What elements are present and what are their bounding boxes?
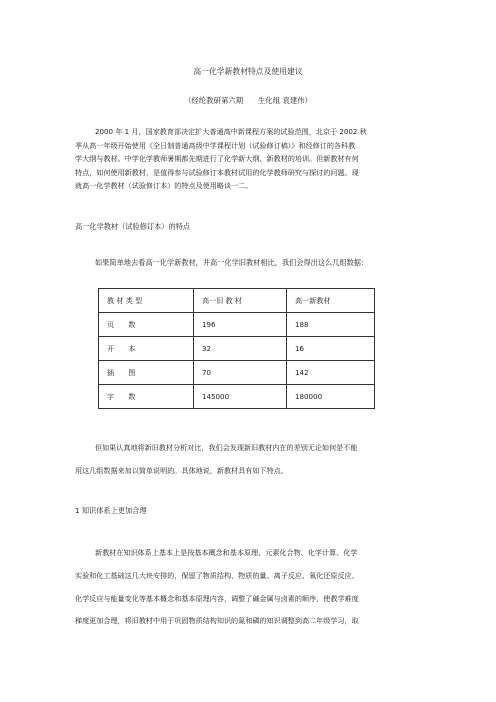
table-cell: 70: [194, 361, 287, 385]
intro-line: 季从高一年级开始使用《全日制普通高级中学课程计划（试验修订稿）》和经修订的各科教: [75, 140, 356, 150]
point1-paragraph: [75, 542, 433, 633]
after-table-paragraph: [75, 437, 433, 482]
section-heading: 高一化学教材（试验修订本）的特点: [75, 222, 191, 231]
document-subtitle: （经纶教研第六期 生化组 袁建伟）: [184, 96, 312, 105]
table-cell: 插 图: [99, 361, 194, 385]
paragraph-line: 实验和化工基础这几大块安排的，保留了物质结构、物质的量、离子反应、氧化还原反应、: [75, 570, 359, 580]
header-cell: 教 材 类 型: [99, 289, 194, 313]
table-cell: 页 数: [99, 313, 194, 337]
table-cell: 16: [287, 337, 375, 361]
paragraph-line: 但如果认真地将新旧教材分析对比，我们会发现新旧教材内在的差别无论如何是不能: [95, 443, 358, 452]
table-cell: 32: [194, 337, 287, 361]
compare-sentence: 如果简单地去看高一化学新教材，并高一化学旧教材相比，我们会得出这么几组数据：: [95, 258, 369, 267]
intro-line: 特点，如何使用新教材，是值得参与试验修订本教材试用的化学教师研究与探讨的问题。现: [75, 167, 359, 177]
table-cell: 180000: [287, 385, 375, 409]
table-cell: 188: [287, 313, 375, 337]
table-row: [99, 385, 375, 409]
paragraph-line: 化学反应与能量变化等基本概念和基本原理内容，调整了碱金属与卤素的顺序，使教学难度: [75, 593, 359, 603]
point1-heading: 1 知识体系上更加合理: [75, 506, 147, 515]
table-cell: 开 本: [99, 337, 194, 361]
table-cell: 142: [287, 361, 375, 385]
table-cell: 字 数: [99, 385, 194, 409]
table-row: [99, 313, 375, 337]
table-cell: 196: [194, 313, 287, 337]
table-row: [99, 361, 375, 385]
paragraph-line: 用这几组数据来加以简单说明的。具体地说，新教材具有如下特点。: [75, 465, 288, 475]
intro-line: 2000 年 1 月，国家教育部决定扩大普通高中新课程方案的试验范围，北京于 2002 秋: [95, 127, 367, 136]
header-cell: 高一旧 教 材: [194, 289, 287, 313]
table-header-row: [99, 289, 375, 313]
intro-line: 就高一化学教材（试验修订本）的特点及使用略谈一二。: [75, 181, 253, 191]
header-cell: 高一新教材: [287, 289, 375, 313]
comparison-table: [98, 288, 375, 409]
paragraph-line: 新教材在知识体系上基本上是按基本概念和基本原理、元素化合物、化学计算、化学: [95, 548, 358, 557]
intro-paragraph: [75, 125, 433, 193]
table-row: [99, 337, 375, 361]
document-title: 高一化学新教材特点及使用建议: [193, 67, 303, 76]
table-cell: 145000: [194, 385, 287, 409]
intro-line: 学大纲与教材。中学化学教师暑期都先期进行了化学新大纲、新教材的培训。但新教材有何: [75, 154, 359, 164]
paragraph-line: 梯度更加合理，将旧教材中用于巩固物质结构知识的氮和磷的知识调整到高二年级学习，取: [75, 616, 359, 626]
